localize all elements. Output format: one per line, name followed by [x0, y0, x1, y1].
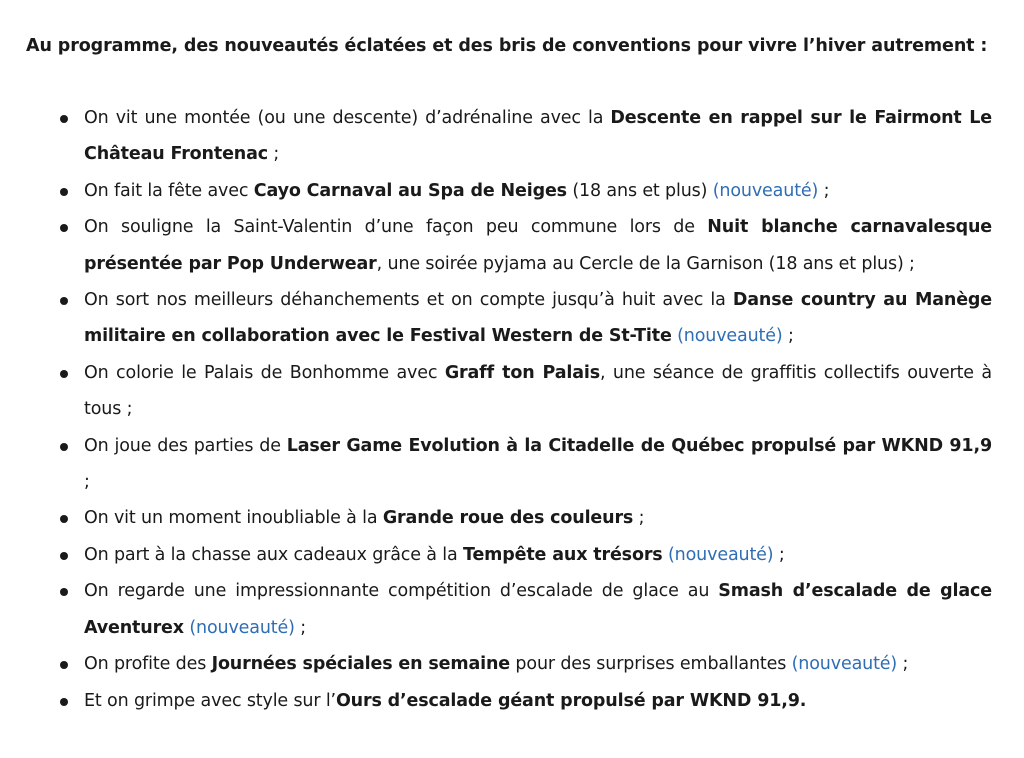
- activity-name: Smash d’escalade de glace Aventurex: [84, 581, 992, 638]
- bullet-icon: [60, 370, 68, 378]
- activity-name: Grande roue des couleurs: [382, 508, 634, 529]
- new-badge: (nouveauté): [189, 617, 295, 638]
- activity-name: Cayo Carnaval au Spa de Neiges: [253, 180, 567, 201]
- new-badge: (nouveauté): [668, 544, 774, 565]
- list-item: Et on grimpe avec style sur l’Ours d’escalade géant propulsé par WKND 91,9.: [84, 683, 992, 719]
- new-badge: (nouveauté): [791, 654, 898, 675]
- list-item: On vit un moment inoubliable à la Grande roue des couleurs ;: [84, 500, 992, 536]
- list-item: On part à la chasse aux cadeaux grâce à la Tempête aux trésors (nouveauté) ;: [84, 537, 992, 573]
- bullet-icon: [60, 661, 68, 669]
- bullet-icon: [60, 443, 68, 451]
- bullet-icon: [60, 698, 68, 706]
- list-item: On souligne la Saint-Valentin d’une façon peu commune lors de Nuit blanche carnavalesque présentée par Pop Underwear, une soirée pyjama au Cercle de la Garnison (18 ans et plus) ;: [84, 209, 992, 282]
- activity-name: Descente en rappel sur le Fairmont Le Château Frontenac: [84, 108, 992, 165]
- article-content: [26, 28, 992, 719]
- list-item: On vit une montée (ou une descente) d’adrénaline avec la Descente en rappel sur le Fairmont Le Château Frontenac ;: [84, 100, 992, 173]
- bullet-icon: [60, 188, 68, 196]
- bullet-icon: [60, 515, 68, 523]
- activity-name: Danse country au Manège militaire en collaboration avec le Festival Western de St-Tite: [84, 290, 993, 347]
- new-badge: (nouveauté): [712, 180, 819, 201]
- list-item: On profite des Journées spéciales en semaine pour des surprises emballantes (nouveauté) ;: [84, 646, 992, 682]
- bullet-icon: [60, 297, 68, 305]
- activities-list: [26, 100, 992, 719]
- activity-name: Tempête aux trésors: [462, 544, 663, 565]
- bullet-icon: [60, 588, 68, 596]
- activity-name: Laser Game Evolution à la Citadelle de Québec propulsé par WKND 91,9: [286, 435, 992, 456]
- intro-heading: Au programme, des nouveautés éclatées et des bris de conventions pour vivre l’hiver autrement :: [26, 36, 988, 56]
- list-item: On fait la fête avec Cayo Carnaval au Spa de Neiges (18 ans et plus) (nouveauté) ;: [84, 173, 992, 209]
- activity-name: Ours d’escalade géant propulsé par WKND 91,9.: [335, 690, 807, 711]
- new-badge: (nouveauté): [677, 326, 783, 347]
- bullet-icon: [60, 552, 68, 560]
- bullet-icon: [60, 115, 68, 123]
- list-item: On colorie le Palais de Bonhomme avec Graff ton Palais, une séance de graffitis collectifs ouverte à tous ;: [84, 355, 992, 428]
- list-item: On regarde une impressionnante compétition d’escalade de glace au Smash d’escalade de glace Aventurex (nouveauté) ;: [84, 573, 992, 646]
- activity-name: Graff ton Palais: [444, 362, 601, 383]
- list-item: On joue des parties de Laser Game Evolution à la Citadelle de Québec propulsé par WKND 91,9 ;: [84, 428, 992, 501]
- bullet-icon: [60, 224, 68, 232]
- list-item: On sort nos meilleurs déhanchements et on compte jusqu’à huit avec la Danse country au Manège militaire en collaboration avec le Festival Western de St-Tite (nouveauté) ;: [84, 282, 992, 355]
- activity-name: Journées spéciales en semaine: [211, 654, 511, 675]
- activity-name: Nuit blanche carnavalesque présentée par Pop Underwear: [84, 217, 992, 274]
